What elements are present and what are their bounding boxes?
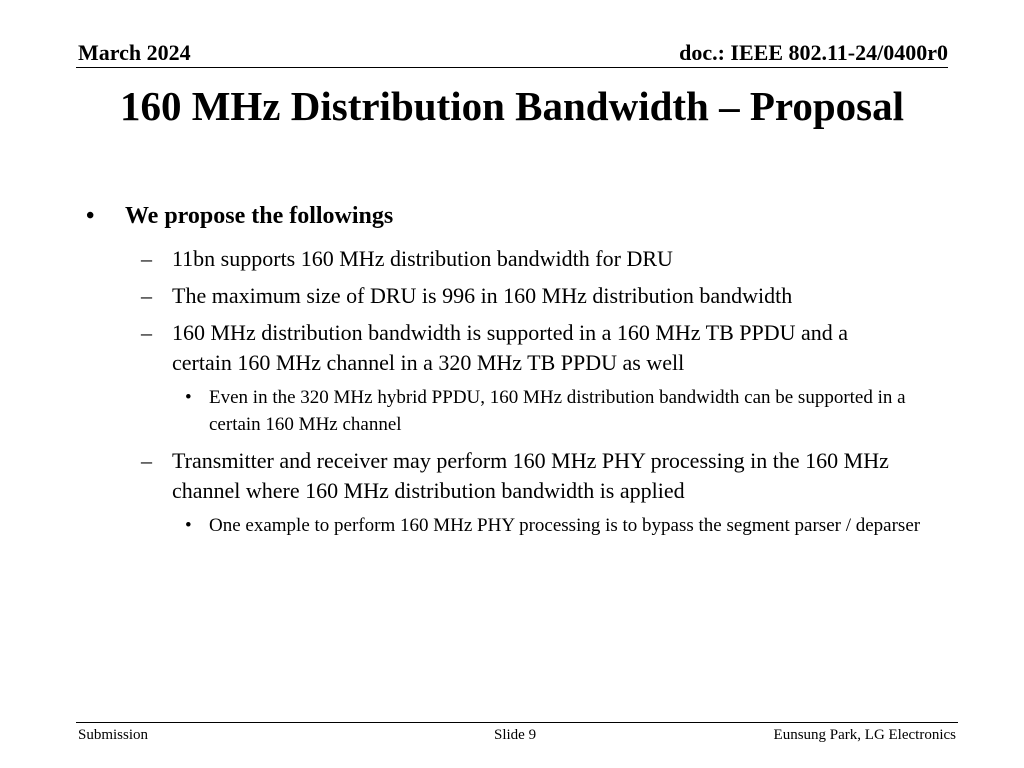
bullet-text: The maximum size of DRU is 996 in 160 MHz distribution bandwidth xyxy=(172,283,793,308)
bullet-marker: • xyxy=(185,387,192,408)
dash-marker: – xyxy=(141,448,152,473)
dash-marker: – xyxy=(141,320,152,345)
footer-slide-number: Slide 9 xyxy=(494,727,537,743)
bullet-text: Transmitter and receiver may perform 160 MHz PHY processing in the 160 MHz channel where 160 MHz distribution bandwidth is applied xyxy=(172,448,889,503)
slide-title: 160 MHz Distribution Bandwidth – Proposal xyxy=(119,83,905,129)
bullet-marker: • xyxy=(185,515,192,536)
header-date: March 2024 xyxy=(78,40,191,65)
footer-submission: Submission xyxy=(78,727,149,743)
bullet-text: 11bn supports 160 MHz distribution bandwidth for DRU xyxy=(172,246,673,271)
bullet-text: One example to perform 160 MHz PHY processing is to bypass the segment parser / deparser xyxy=(209,515,921,536)
bullet-marker: • xyxy=(86,203,95,229)
dash-marker: – xyxy=(141,283,152,308)
header-doc-id: doc.: IEEE 802.11-24/0400r0 xyxy=(679,40,948,65)
bullet-text: Even in the 320 MHz hybrid PPDU, 160 MHz distribution bandwidth can be supported in a certain 160 MHz channel xyxy=(209,387,906,435)
footer-author: Eunsung Park, LG Electronics xyxy=(773,727,956,743)
footer-divider xyxy=(76,722,958,723)
dash-marker: – xyxy=(141,246,152,271)
bullet-text: 160 MHz distribution bandwidth is supported in a 160 MHz TB PPDU and a certain 160 MHz channel in a 320 MHz TB PPDU as well xyxy=(172,320,849,375)
bullet-text: We propose the followings xyxy=(125,203,394,229)
